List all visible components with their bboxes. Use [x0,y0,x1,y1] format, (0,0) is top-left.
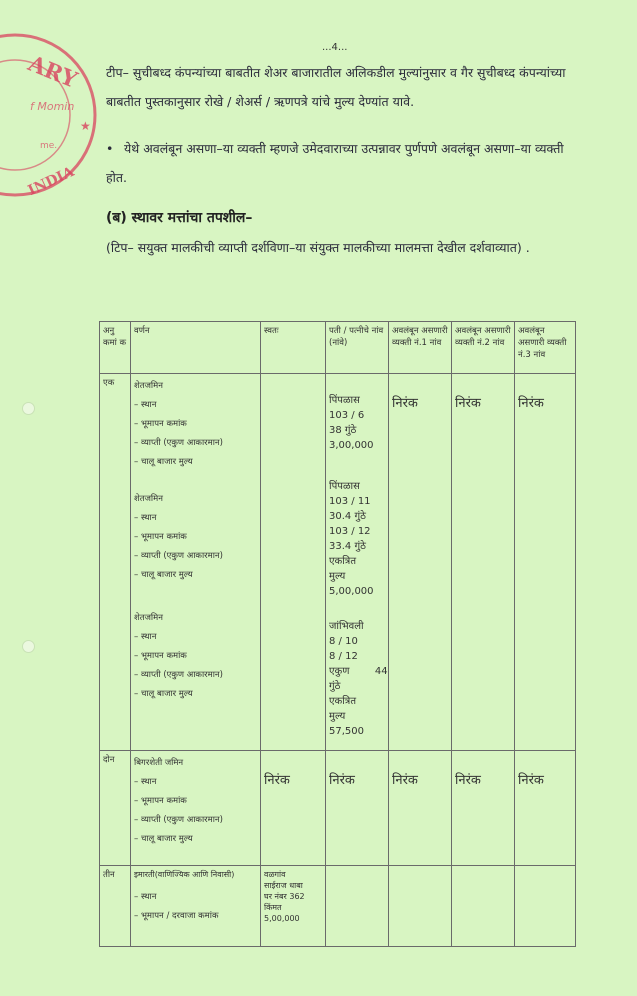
dependent-3-cell [515,866,576,947]
section-note: (टिप– सयुक्त मालकीची व्याप्ती दर्शविणा–या संयुक्त मालकीच्या मालमत्ता देखील दर्शवाव्यात) . [106,240,530,255]
dependent-2-cell: निरंक [452,751,515,866]
page-number: ...4... [322,42,348,53]
description-cell: इमारती(वाणिज्यिक आणि निवासी) – स्थान – भूमापन / दरवाजा कमांक [131,866,261,947]
row-number: दोन [100,751,131,866]
table-header-row [100,322,576,374]
svg-text:ARY: ARY [24,50,81,94]
spouse-cell: निरंक [326,751,389,866]
col-header-dependent-2: अवलंबून असणारी व्यक्ती नं.2 नांव [452,322,515,374]
col-header-self: स्वतः [261,322,326,374]
table-row [100,751,576,866]
svg-text:★: ★ [80,119,91,133]
dependent-2-cell [452,866,515,947]
dependent-1-cell [389,866,452,947]
svg-text:me.: me. [40,141,58,151]
description-cell: शेतजमिन – स्थान – भूमापन कमांक – व्याप्ती (एकुण आकारमान) – चालू बाजार मुल्य शेतजमिन – स्थान – भूमापन कमांक – व्याप्ती (एकुण आकारमान) – चालू बाजार मुल्य शेतजमिन – स्थान – भूमापन कमांक – व्याप्ती (एकुण आकारमान) – चालू बाजार मुल्य [131,374,261,751]
row-number: एक [100,374,131,751]
row-number: तीन [100,866,131,947]
self-cell [261,374,326,751]
col-header-dependent-3: अवलंबून असणारी व्यक्ती नं.3 नांव [515,322,576,374]
dependent-3-cell: निरंक [515,751,576,866]
dependent-1-cell: निरंक [389,751,452,866]
section-heading: (ब) स्थावर मत्तांचा तपशील– [106,210,253,226]
official-seal-stamp [0,30,100,200]
self-cell: वळगांव साईराज धाबा घर नंबर 362 किंमत 5,00,000 [261,866,326,947]
description-cell: बिगरशेती जमिन – स्थान – भूमापन कमांक – व्याप्ती (एकुण आकारमान) – चालू बाजार मुल्य [131,751,261,866]
punch-hole [22,640,35,653]
table-row [100,866,576,947]
spouse-cell [326,866,389,947]
dependent-3-cell: निरंक [515,374,576,751]
table-row [100,374,576,751]
col-header-dependent-1: अवलंबून असणारी व्यक्ती नं.1 नांव [389,322,452,374]
dependent-2-cell: निरंक [452,374,515,751]
bullet-icon: • [106,141,114,156]
dependent-1-cell: निरंक [389,374,452,751]
immovable-assets-table [99,321,576,947]
col-header-spouse: पती / पत्नीचे नांव (नांवे) [326,322,389,374]
self-cell: निरंक [261,751,326,866]
svg-text:f Momin: f Momin [30,100,75,113]
note-paragraph: टीप– सुचीबध्द कंपन्यांच्या बाबतीत शेअर बाजारातील अलिकडील मुल्यांनुसार व गैर सुचीबध्द कंपन्यांच्या बाबतीत पुस्तकानुसार रोखे / शेअर्स / ऋणपत्रे यांचे मुल्य देण्यांत यावे. [106,65,566,109]
dependent-paragraph: • येथे अवलंबून असणा–या व्यक्ती म्हणजे उमेदवाराच्या उत्पन्नावर पुर्णपणे अवलंबून असणा–या व्यक्ती होत. [106,134,576,192]
punch-hole [22,402,35,415]
svg-text:INDIA: INDIA [25,163,77,200]
spouse-cell: पिंपळास 103 / 6 38 गुंठे 3,00,000 पिंपळास 103 / 11 30.4 गुंठे 103 / 12 33.4 गुंठे एकत्रित मुल्य 5,00,000 जांभिवली 8 / 10 8 / 12 एकुण 44 गुंठे एकत्रित मुल्य 57,500 [326,374,389,751]
col-header-description: वर्णन [131,322,261,374]
col-header-serial: अनु कमां क [100,322,131,374]
